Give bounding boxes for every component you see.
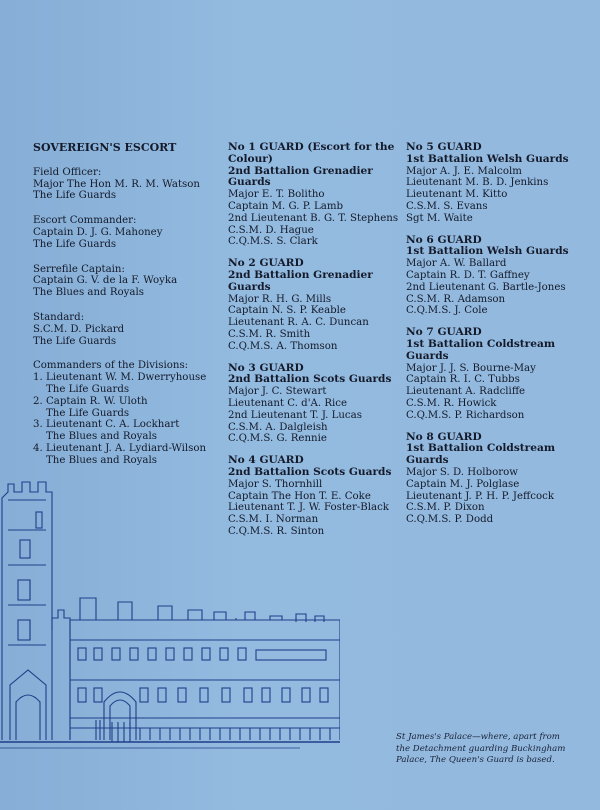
standard-label: Standard: — [33, 311, 85, 323]
escort-commander-name: Captain D. J. G. Mahoney — [33, 226, 163, 238]
guard-block — [228, 363, 408, 446]
guard-block — [406, 142, 596, 225]
guard-title: No 7 GUARD — [406, 326, 482, 339]
commander-number: 1. — [33, 372, 43, 384]
guard-member: Lieutenant M. B. D. Jenkins — [406, 177, 549, 189]
serrefile-captain-block — [33, 264, 223, 299]
sovereigns-escort-column — [33, 142, 223, 467]
guard-title: No 6 GUARD — [406, 233, 482, 246]
commanders-block — [33, 360, 223, 466]
guard-member: C.S.M. S. Evans — [406, 200, 488, 212]
illustration-caption: St James's Palace—where, apart from the Detachment guarding Buckingham Palace, The Queen's Guard is based. — [396, 732, 566, 766]
standard-name: S.C.M. D. Pickard — [33, 323, 125, 335]
guard-member: C.Q.M.S. P. Dodd — [406, 514, 494, 526]
guard-member: C.S.M. A. Dalgleish — [228, 421, 328, 433]
commander-item — [33, 396, 223, 420]
guard-member: C.S.M. P. Dixon — [406, 502, 485, 514]
commander-unit: The Blues and Royals — [46, 454, 157, 466]
guard-member: Major A. W. Ballard — [406, 258, 507, 270]
guard-battalion: 1st Battalion Welsh Guards — [406, 245, 569, 258]
guard-member: 2nd Lieutenant B. G. T. Stephens — [228, 212, 399, 224]
sovereigns-escort-heading: SOVEREIGN'S ESCORT — [33, 141, 177, 154]
commander-name: Lieutenant J. A. Lydiard-Wilson — [46, 442, 207, 454]
guard-block — [406, 327, 596, 421]
standard-unit: The Life Guards — [33, 335, 117, 347]
guard-member: C.S.M. I. Norman — [228, 514, 319, 526]
guard-member: Major R. H. G. Mills — [228, 293, 332, 305]
guard-member: Major J. C. Stewart — [228, 386, 327, 398]
commanders-label: Commanders of the Divisions: — [33, 360, 189, 372]
commander-item — [33, 443, 223, 467]
guard-member: C.S.M. D. Hague — [228, 224, 314, 236]
serrefile-captain-label: Serrefile Captain: — [33, 263, 125, 275]
guard-member: C.Q.M.S. J. Cole — [406, 305, 488, 317]
commander-name: Lieutenant W. M. Dwerryhouse — [46, 372, 207, 384]
guard-member: Captain N. S. P. Keable — [228, 305, 346, 317]
commander-unit: The Blues and Royals — [46, 431, 157, 443]
guard-member: C.Q.M.S. A. Thomson — [228, 340, 338, 352]
guard-battalion: 2nd Battalion Scots Guards — [228, 373, 392, 386]
guard-battalion: 1st Battalion Coldstream Guards — [406, 442, 556, 467]
guards-column-right — [406, 142, 596, 526]
guard-member: Captain M. G. P. Lamb — [228, 200, 344, 212]
escort-commander-label: Escort Commander: — [33, 215, 137, 227]
guard-member: Captain R. D. T. Gaffney — [406, 269, 530, 281]
guard-member: Lieutenant C. d'A. Rice — [228, 397, 347, 409]
guard-title: No 8 GUARD — [406, 430, 482, 443]
guard-member: Major J. J. S. Bourne-May — [406, 362, 536, 374]
guard-member: Major S. D. Holborow — [406, 466, 518, 478]
guard-member: 2nd Lieutenant G. Bartle-Jones — [406, 281, 566, 293]
guard-title: No 4 GUARD — [228, 454, 304, 467]
guard-member: Major S. Thornhill — [228, 478, 323, 490]
commander-item — [33, 419, 223, 443]
guard-member: Captain R. I. C. Tubbs — [406, 374, 520, 386]
guard-block — [228, 258, 408, 352]
guard-battalion: 1st Battalion Welsh Guards — [406, 152, 569, 165]
standard-block — [33, 312, 223, 347]
guard-block — [406, 432, 596, 526]
guard-member: Sgt M. Waite — [406, 212, 473, 224]
st-james-palace-illustration — [0, 470, 340, 760]
guard-member: C.Q.M.S. R. Sinton — [228, 525, 325, 537]
guard-member: C.Q.M.S. P. Richardson — [406, 409, 525, 421]
field-officer-name: Major The Hon M. R. M. Watson — [33, 178, 200, 190]
guard-title: No 2 GUARD — [228, 257, 304, 270]
commander-number: 2. — [33, 395, 43, 407]
commander-number: 4. — [33, 442, 43, 454]
guard-member: C.Q.M.S. S. Clark — [228, 236, 318, 248]
commander-item — [33, 372, 223, 396]
guard-member: C.S.M. R. Smith — [228, 328, 311, 340]
guard-member: C.Q.M.S. G. Rennie — [228, 433, 327, 445]
commander-number: 3. — [33, 419, 43, 431]
guard-battalion: 2nd Battalion Grenadier Guards — [228, 164, 373, 189]
commander-name: Lieutenant C. A. Lockhart — [46, 419, 180, 431]
commander-unit: The Life Guards — [46, 383, 130, 395]
guard-member: C.S.M. R. Howick — [406, 397, 497, 409]
serrefile-captain-name: Captain G. V. de la F. Woyka — [33, 275, 178, 287]
guard-member: 2nd Lieutenant T. J. Lucas — [228, 409, 362, 421]
commander-name: Captain R. W. Uloth — [46, 395, 148, 407]
commander-unit: The Life Guards — [46, 407, 130, 419]
guard-block — [228, 142, 408, 248]
field-officer-block — [33, 167, 223, 202]
escort-commander-block — [33, 215, 223, 250]
guard-member: Lieutenant M. Kitto — [406, 189, 508, 201]
guard-member: Lieutenant T. J. W. Foster-Black — [228, 502, 389, 514]
escort-commander-unit: The Life Guards — [33, 238, 117, 250]
guard-title: No 3 GUARD — [228, 361, 304, 374]
guard-title: No 1 GUARD (Escort for the Colour) — [228, 141, 395, 165]
guard-battalion: 1st Battalion Coldstream Guards — [406, 337, 556, 362]
guard-battalion: 2nd Battalion Scots Guards — [228, 465, 392, 478]
serrefile-captain-unit: The Blues and Royals — [33, 287, 144, 299]
field-officer-label: Field Officer: — [33, 166, 102, 178]
field-officer-unit: The Life Guards — [33, 190, 117, 202]
guard-member: C.S.M. R. Adamson — [406, 293, 506, 305]
guard-battalion: 2nd Battalion Grenadier Guards — [228, 268, 373, 293]
guard-title: No 5 GUARD — [406, 141, 482, 153]
guard-member: Major A. J. E. Malcolm — [406, 165, 522, 177]
guard-member: Lieutenant R. A. C. Duncan — [228, 317, 369, 329]
guard-member: Lieutenant A. Radcliffe — [406, 386, 526, 398]
guard-member: Captain M. J. Polglase — [406, 478, 520, 490]
guard-member: Major E. T. Bolitho — [228, 189, 325, 201]
guard-member: Lieutenant J. P. H. P. Jeffcock — [406, 490, 554, 502]
guard-block — [406, 235, 596, 318]
guard-member: Captain The Hon T. E. Coke — [228, 490, 371, 502]
